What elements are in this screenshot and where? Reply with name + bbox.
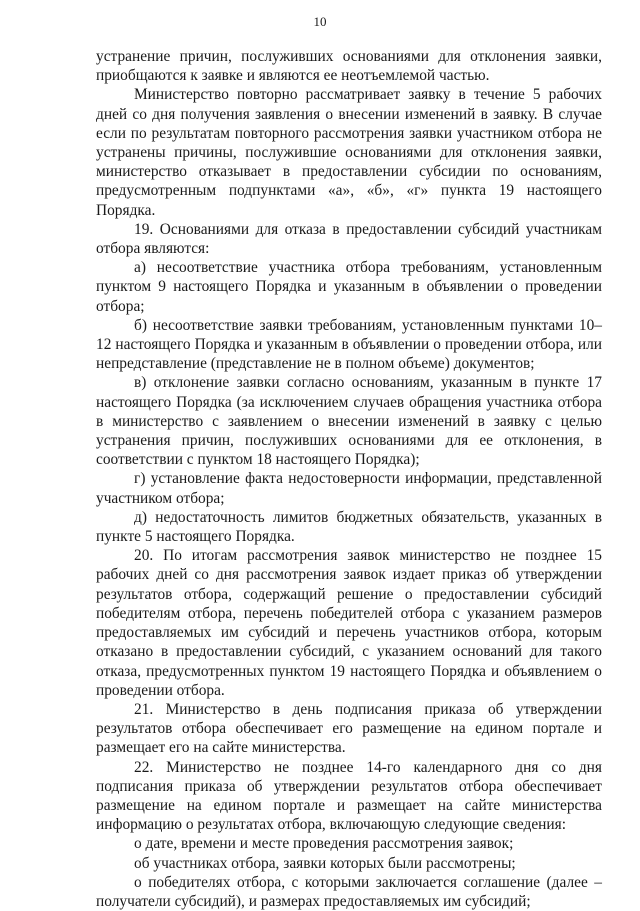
paragraph-19-d: д) недостаточность лимитов бюджетных обязательств, указанных в пункте 5 настоящего Порядка.: [96, 508, 602, 546]
paragraph-22-item-winners: о победителях отбора, с которыми заключается соглашение (далее – получатели субсидий), и размерах предоставляемых им субсидий;: [96, 873, 602, 910]
paragraph-19-a: а) несоответствие участника отбора требованиям, установленным пунктом 9 настоящего Порядка и указанным в объявлении о проведении отбора;: [96, 259, 602, 315]
paragraph-20: 20. По итогам рассмотрения заявок министерство не позднее 15 рабочих дней со дня рассмотрения заявок издает приказ об утверждении результатов отбора, содержащий решение о предоставлении субсидий победителям отбора, перечень победителей отбора с указанием размеров предоставляемых им субсидий и перечень участников отбора, которым отказано в предоставлении субсидий, с указанием оснований для такого отказа, предусмотренных пунктом 19 настоящего Порядка и объявлением о проведении отбора.: [96, 547, 602, 699]
page-number: 10: [313, 14, 327, 29]
paragraph-19-v: в) отклонение заявки согласно основаниям, указанным в пункте 17 настоящего Порядка (за исключением случаев обращения участника отбора в министерство с заявлением о внесении изменений в заявку с целью устранения причин, послуживших основаниями для ее отклонения, в соответствии с пунктом 18 настоящего Порядка);: [96, 374, 602, 469]
paragraph-22: 22. Министерство не позднее 14-го календарного дня со дня подписания приказа об утверждении результатов отбора обеспечивает размещение на едином портале и размещает на сайте министерства информацию о результатах отбора, включающую следующие сведения:: [96, 758, 602, 834]
paragraph-19-g: г) установление факта недостоверности информации, представленной участником отбора;: [96, 470, 602, 507]
paragraph-22-item-participants: об участниках отбора, заявки которых были рассмотрены;: [134, 854, 516, 872]
document-body: [96, 47, 602, 911]
paragraph-22-item-date: о дате, времени и месте проведения рассмотрения заявок;: [134, 835, 514, 853]
paragraph-19: 19. Основаниями для отказа в предоставлении субсидий участникам отбора являются:: [96, 220, 602, 258]
paragraph-21: 21. Министерство в день подписания приказа об утверждении результатов отбора обеспечивает его размещение на едином портале и размещает его на сайте министерства.: [96, 700, 602, 757]
paragraph-19-b: б) несоответствие заявки требованиям, установленным пунктами 10–12 настоящего Порядка и указанным в объявлении о проведении отбора, или непредставление (представление не в полном объеме) документов;: [96, 316, 602, 373]
paragraph-continuation: устранение причин, послуживших основаниями для отклонения заявки, приобщаются к заявке и являются ее неотъемлемой частью.: [96, 48, 602, 85]
paragraph-resubmission: Министерство повторно рассматривает заявку в течение 5 рабочих дней со дня получения заявления о внесении изменений в заявку. В случае если по результатам повторного рассмотрения заявки участником отбора не устранены причины, послужившие основаниями для отклонения заявки, министерство отказывает в предоставлении субсидии по основаниям, предусмотренным подпунктами «а», «б», «г» пункта 19 настоящего Порядка.: [96, 86, 602, 219]
